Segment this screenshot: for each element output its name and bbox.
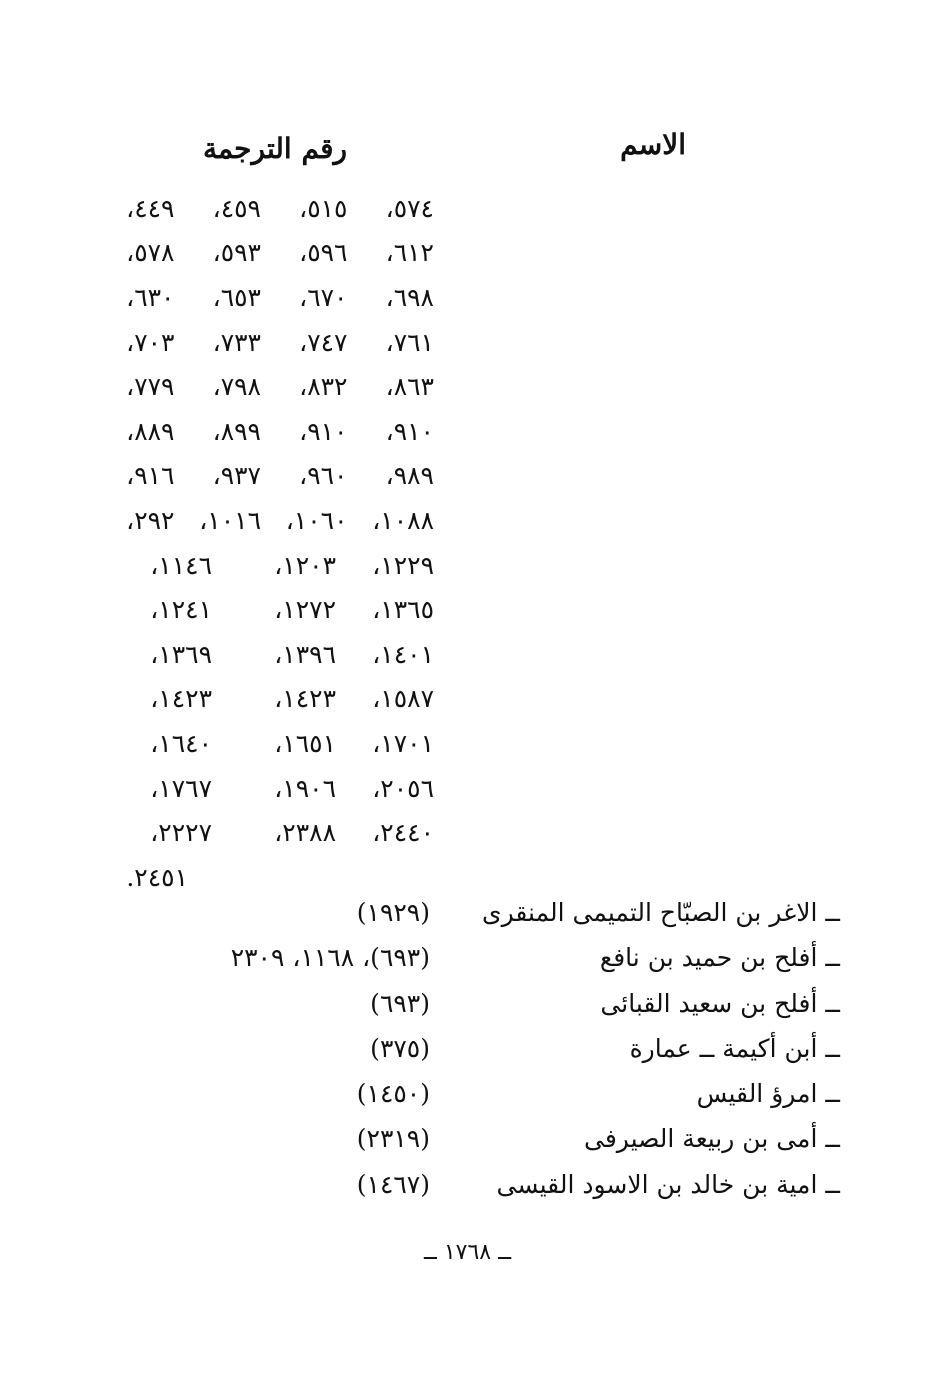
translation-number: ٦٣٠،: [126, 282, 175, 312]
number-row: [88, 498, 434, 543]
translation-number: ٧٦١،: [385, 327, 434, 357]
translation-number: ١٩٠٦،: [274, 773, 336, 803]
translation-number: ١٢٠٣،: [274, 550, 336, 580]
translation-number: ١٤٢٣،: [274, 684, 336, 714]
name-entry: [0, 898, 935, 943]
translation-number: ٤٥٩،: [212, 193, 261, 223]
name-entry: [0, 943, 935, 988]
translation-number: ١٣٦٩،: [150, 639, 212, 669]
translation-number: ٧٩٨،: [212, 372, 261, 402]
translation-number: ١٢٤١،: [150, 595, 212, 625]
number-row: [88, 454, 434, 499]
page-number: ــ ١٧٦٨ ــ: [423, 1240, 512, 1265]
translation-number: ٦٩٨،: [385, 282, 434, 312]
name-entries-list: [0, 898, 935, 1215]
number-row: [88, 186, 434, 231]
translation-number: ٢٩٢،: [126, 505, 175, 535]
number-row: [88, 409, 434, 454]
translation-number: ١٤٢٣،: [150, 684, 212, 714]
entry-name: ــ أمى بن ربيعة الصيرفى: [583, 1124, 840, 1154]
entry-numbers: (١٩٢٩): [356, 898, 430, 927]
translation-number: ٥٧٨،: [126, 238, 175, 268]
translation-number: ٥١٥،: [299, 193, 348, 223]
translation-number: ٩١٠،: [299, 416, 348, 446]
name-entry: [0, 1079, 935, 1124]
translation-number: ٦٥٣،: [212, 282, 261, 312]
translation-number: ٩١٠،: [385, 416, 434, 446]
translation-number: ٩٦٠،: [299, 461, 348, 491]
translation-number: ١٤٠١،: [372, 639, 434, 669]
translation-number: ٩٨٩،: [385, 461, 434, 491]
translation-number: ١٦٤٠،: [150, 728, 212, 758]
translation-number: ٧٣٣،: [212, 327, 261, 357]
number-row: [88, 587, 434, 632]
name-column-header: الاسم: [620, 128, 686, 161]
number-row: [88, 364, 434, 409]
translation-number: ٢٠٥٦،: [372, 773, 434, 803]
entry-numbers: (٣٧٥): [370, 1033, 430, 1063]
name-entry: [0, 1034, 935, 1079]
number-row: [88, 855, 434, 900]
translation-number: ٧٧٩،: [126, 372, 175, 402]
name-entry: [0, 989, 935, 1034]
translation-number: ٧٤٧،: [299, 327, 348, 357]
translation-number: ١٣٩٦،: [274, 639, 336, 669]
entry-numbers: (٦٩٣)، ١١٦٨، ٢٣٠٩: [230, 943, 430, 973]
translation-number: ١٥٨٧،: [372, 684, 434, 714]
translation-number: ١٧٦٧،: [150, 773, 212, 803]
translation-number: ٦١٢،: [385, 238, 434, 268]
translation-number: ٥٩٦،: [299, 238, 348, 268]
translation-number: ١٢٢٩،: [372, 550, 434, 580]
translation-number: ١٠١٦،: [199, 505, 261, 535]
number-row: [88, 677, 434, 722]
number-row: [88, 275, 434, 320]
translation-number: ٦٧٠،: [299, 282, 348, 312]
number-row: [88, 632, 434, 677]
entry-name: ــ أفلح بن سعيد القبائى: [600, 988, 840, 1018]
entry-numbers: (١٤٦٧): [356, 1169, 430, 1199]
translation-number: ٢٣٨٨،: [274, 818, 336, 848]
translation-number: ١١٤٦،: [150, 550, 212, 580]
number-row: [88, 320, 434, 365]
translation-number: ٨٨٩،: [126, 416, 175, 446]
name-entry: [0, 1124, 935, 1169]
translation-number: ٥٩٣،: [212, 238, 261, 268]
number-row: [88, 810, 434, 855]
translation-number: ٩١٦،: [126, 461, 175, 491]
number-row: [88, 231, 434, 276]
translation-number: ٧٠٣،: [126, 327, 175, 357]
number-row: [88, 543, 434, 588]
translation-number: ١٧٠١،: [372, 728, 434, 758]
translation-number: ٢٤٤٠،: [372, 818, 434, 848]
translation-number: ٢٢٢٧،: [150, 818, 212, 848]
translation-number: ١٠٦٠،: [285, 505, 348, 535]
translation-number: ١٢٧٢،: [274, 595, 336, 625]
translation-number: ١٦٥١،: [274, 728, 336, 758]
entry-numbers: (٢٣١٩): [356, 1124, 430, 1154]
number-row: [88, 721, 434, 766]
translation-number: ٥٧٤،: [385, 193, 434, 223]
translation-number: ٢٤٥١.: [126, 862, 188, 892]
entry-name: ــ الاغر بن الصبّاح التميمى المنقرى: [482, 898, 840, 927]
translation-numbers-grid: [88, 186, 434, 900]
entry-name: ــ امية بن خالد بن الاسود القيسى: [496, 1169, 840, 1199]
entry-name: ــ أبن أكيمة ــ عمارة: [629, 1033, 840, 1063]
entry-numbers: (١٤٥٠): [356, 1079, 430, 1109]
translation-number: ٨٦٣،: [385, 372, 434, 402]
translation-number: ٨٣٢،: [299, 372, 348, 402]
translation-number-header: رقم الترجمة: [202, 132, 347, 165]
number-row: [88, 766, 434, 811]
entry-name: ــ امرؤ القيس: [696, 1079, 840, 1109]
name-entry: [0, 1170, 935, 1215]
translation-number: ٤٤٩،: [126, 193, 175, 223]
translation-number: ٩٣٧،: [212, 461, 261, 491]
entry-numbers: (٦٩٣): [370, 988, 430, 1018]
translation-number: ٨٩٩،: [212, 416, 261, 446]
entry-name: ــ أفلح بن حميد بن نافع: [599, 943, 840, 973]
translation-number: ١٣٦٥،: [372, 595, 434, 625]
translation-number: ١٠٨٨،: [372, 505, 434, 535]
